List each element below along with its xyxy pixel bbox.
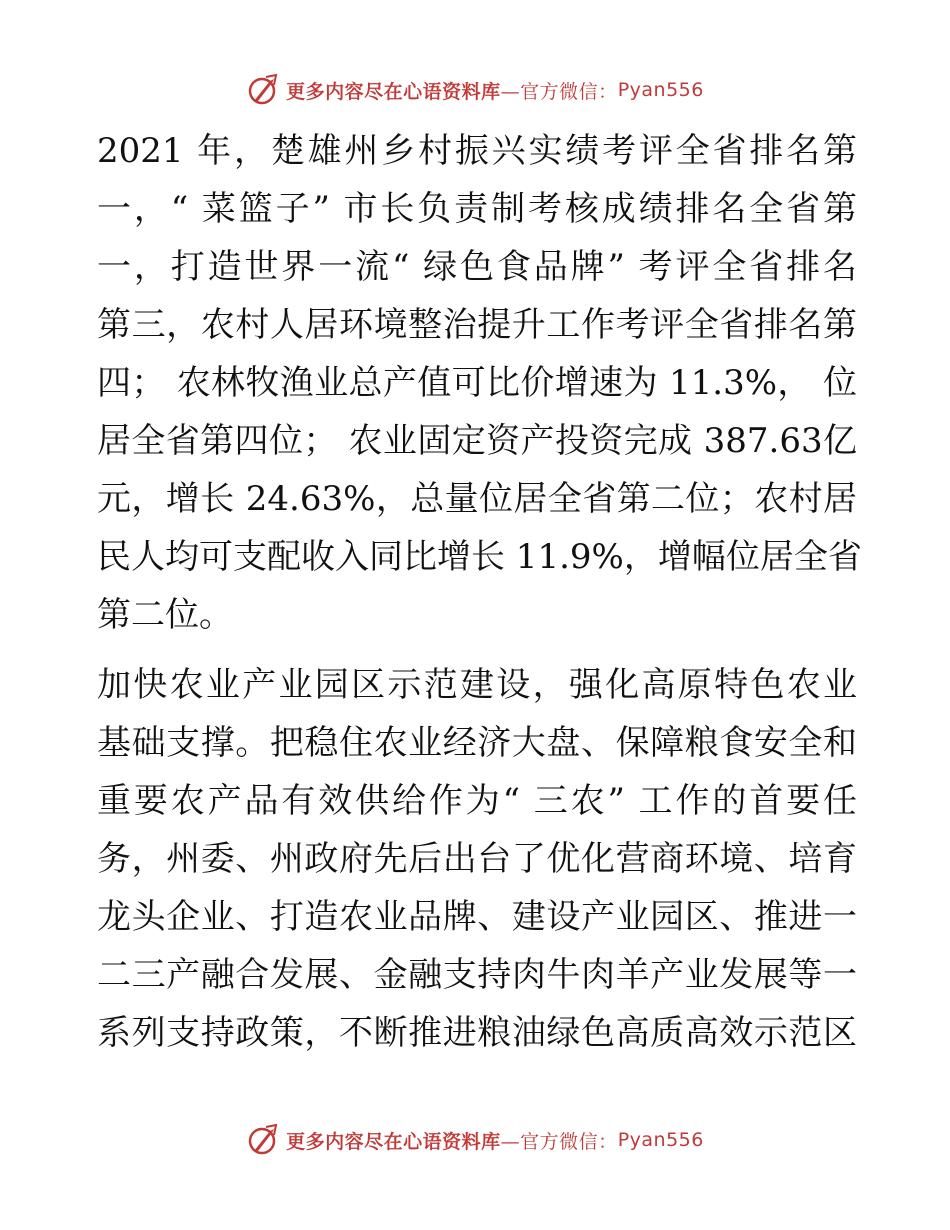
paragraph-line: 务，州委、州政府先后出台了优化营商环境、培育: [97, 839, 857, 879]
footer-banner-suffix: —官方微信：: [500, 1130, 618, 1153]
quill-logo-icon: [246, 73, 280, 107]
header-banner-suffix: —官方微信：: [500, 80, 618, 103]
paragraph-line: 基础支撑。把稳住农业经济大盘、保障粮食安全和: [97, 723, 857, 763]
paragraph-line: 一，“ 菜篮子” 市长负责制考核成绩排名全省第: [97, 189, 857, 229]
header-watermark-banner: [0, 70, 950, 110]
paragraph-line: 第三，农村人居环境整治提升工作考评全省排名第: [97, 305, 857, 345]
paragraph-line: 四； 农林牧渔业总产值可比价增速为 11.3%， 位: [97, 363, 857, 403]
footer-watermark-banner: [0, 1120, 950, 1160]
paragraph-line: 元，增长 24.63%，总量位居全省第二位；农村居: [97, 479, 857, 519]
document-body: [97, 122, 862, 1062]
header-banner-text: 更多内容尽在心语资料库: [286, 80, 501, 103]
footer-banner-text: 更多内容尽在心语资料库: [286, 1130, 501, 1153]
paragraph-line: 民人均可支配收入同比增长 11.9%，增幅位居全省: [97, 537, 862, 577]
footer-banner-account: Pyan556: [617, 1129, 704, 1151]
paragraph-line: 龙头企业、打造农业品牌、建设产业园区、推进一: [97, 897, 857, 937]
paragraph-line: 2021 年，楚雄州乡村振兴实绩考评全省排名第: [97, 131, 857, 171]
paragraph-line: 第二位。: [97, 595, 233, 635]
paragraph-line: 居全省第四位； 农业固定资产投资完成 387.63亿: [97, 421, 857, 461]
paragraph-line: 系列支持政策，不断推进粮油绿色高质高效示范区: [97, 1013, 857, 1053]
paragraph-line: 二三产融合发展、金融支持肉牛肉羊产业发展等一: [97, 955, 857, 995]
paragraph-line: 重要农产品有效供给作为“ 三农” 工作的首要任: [97, 781, 857, 821]
paragraph-1: [97, 122, 862, 644]
paragraph-2: [97, 656, 857, 1062]
paragraph-line: 加快农业产业园区示范建设，强化高原特色农业: [97, 665, 857, 705]
header-banner-account: Pyan556: [617, 79, 704, 101]
quill-logo-icon: [246, 1123, 280, 1157]
paragraph-line: 一，打造世界一流“ 绿色食品牌” 考评全省排名: [97, 247, 857, 287]
